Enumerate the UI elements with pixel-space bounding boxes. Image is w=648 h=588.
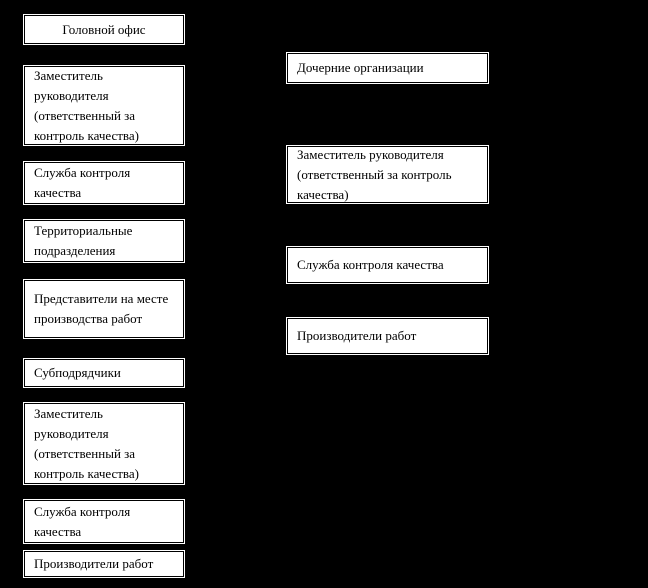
box-head-office: Головной офис <box>24 15 184 44</box>
box-subsidiaries: Дочерние организации <box>287 53 488 83</box>
box-quality-control-service-1: Служба контроля качества <box>24 162 184 204</box>
box-subsidiary-work-producers: Производители работ <box>287 318 488 354</box>
box-subsidiary-deputy-head-quality: Заместитель руководителя (ответственный за контроль качества) <box>287 146 488 203</box>
box-site-representatives: Представители на месте производства работ <box>24 280 184 338</box>
box-quality-control-service-2: Служба контроля качества <box>24 500 184 543</box>
box-deputy-head-quality-2: Заместитель руководителя (ответственный за контроль качества) <box>24 403 184 484</box>
box-deputy-head-quality-1: Заместитель руководителя (ответственный за контроль качества) <box>24 66 184 145</box>
box-subcontractors: Субподрядчики <box>24 359 184 387</box>
box-work-producers-1: Производители работ <box>24 551 184 577</box>
box-subsidiary-quality-control-service: Служба контроля качества <box>287 247 488 283</box>
box-territorial-divisions: Территориальные подразделения <box>24 220 184 262</box>
